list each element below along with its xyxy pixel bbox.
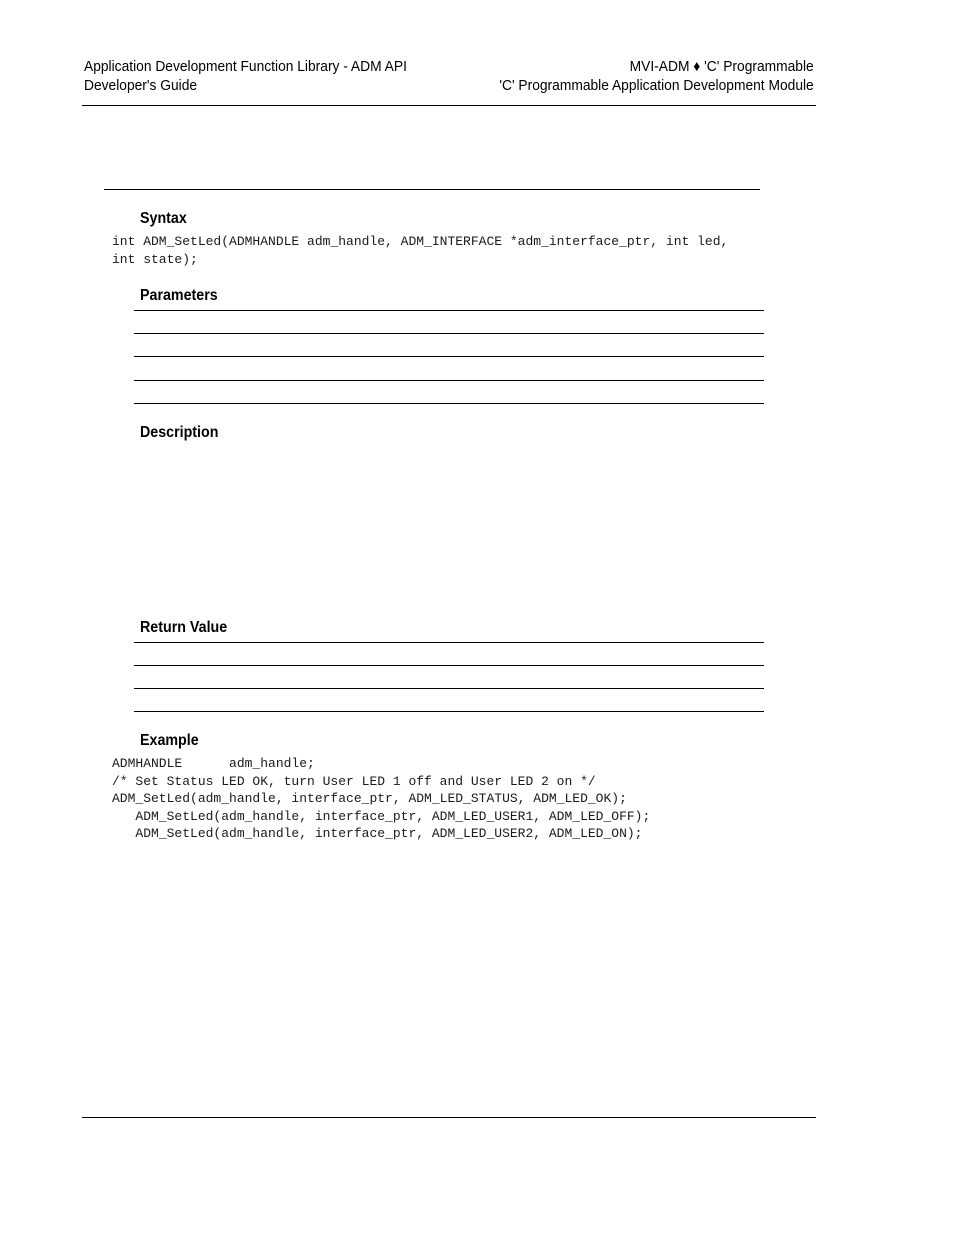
table-rule	[134, 403, 764, 404]
return-value-heading: Return Value	[140, 619, 228, 636]
example-code-line: ADMHANDLE adm_handle;	[112, 756, 315, 771]
table-rule	[134, 688, 764, 689]
product-description: 'C' Programmable Application Development Module	[499, 77, 814, 94]
table-rule	[134, 642, 764, 643]
table-rule	[134, 665, 764, 666]
example-code-line: /* Set Status LED OK, turn User LED 1 off and User LED 2 on */	[112, 773, 596, 789]
table-rule	[134, 310, 764, 311]
parameters-heading: Parameters	[140, 287, 218, 304]
function-title-rule	[104, 189, 760, 190]
header-left	[84, 57, 407, 95]
doc-subtitle: Developer's Guide	[84, 77, 198, 94]
syntax-code-line: int state);	[112, 251, 198, 267]
header-right	[500, 57, 814, 95]
syntax-code-line: int ADM_SetLed(ADMHANDLE adm_handle, ADM_INTERFACE *adm_interface_ptr, int led,	[112, 234, 729, 249]
example-heading: Example	[140, 732, 199, 749]
table-rule	[134, 711, 764, 712]
footer-divider	[82, 1117, 816, 1118]
example-code-line: ADM_SetLed(adm_handle, interface_ptr, ADM_LED_USER1, ADM_LED_OFF);	[112, 808, 651, 824]
doc-title: Application Development Function Library - ADM API	[84, 58, 407, 75]
example-code-block	[112, 755, 650, 843]
table-rule	[134, 380, 764, 381]
product-name: MVI-ADM ♦ 'C' Programmable	[629, 58, 814, 75]
syntax-code-block	[112, 233, 728, 268]
syntax-heading: Syntax	[140, 210, 187, 227]
table-rule	[134, 356, 764, 357]
header-divider	[82, 105, 816, 106]
example-code-line: ADM_SetLed(adm_handle, interface_ptr, ADM_LED_USER2, ADM_LED_ON);	[112, 826, 643, 841]
example-code-line: ADM_SetLed(adm_handle, interface_ptr, ADM_LED_STATUS, ADM_LED_OK);	[112, 791, 627, 806]
description-heading: Description	[140, 424, 219, 441]
table-rule	[134, 333, 764, 334]
